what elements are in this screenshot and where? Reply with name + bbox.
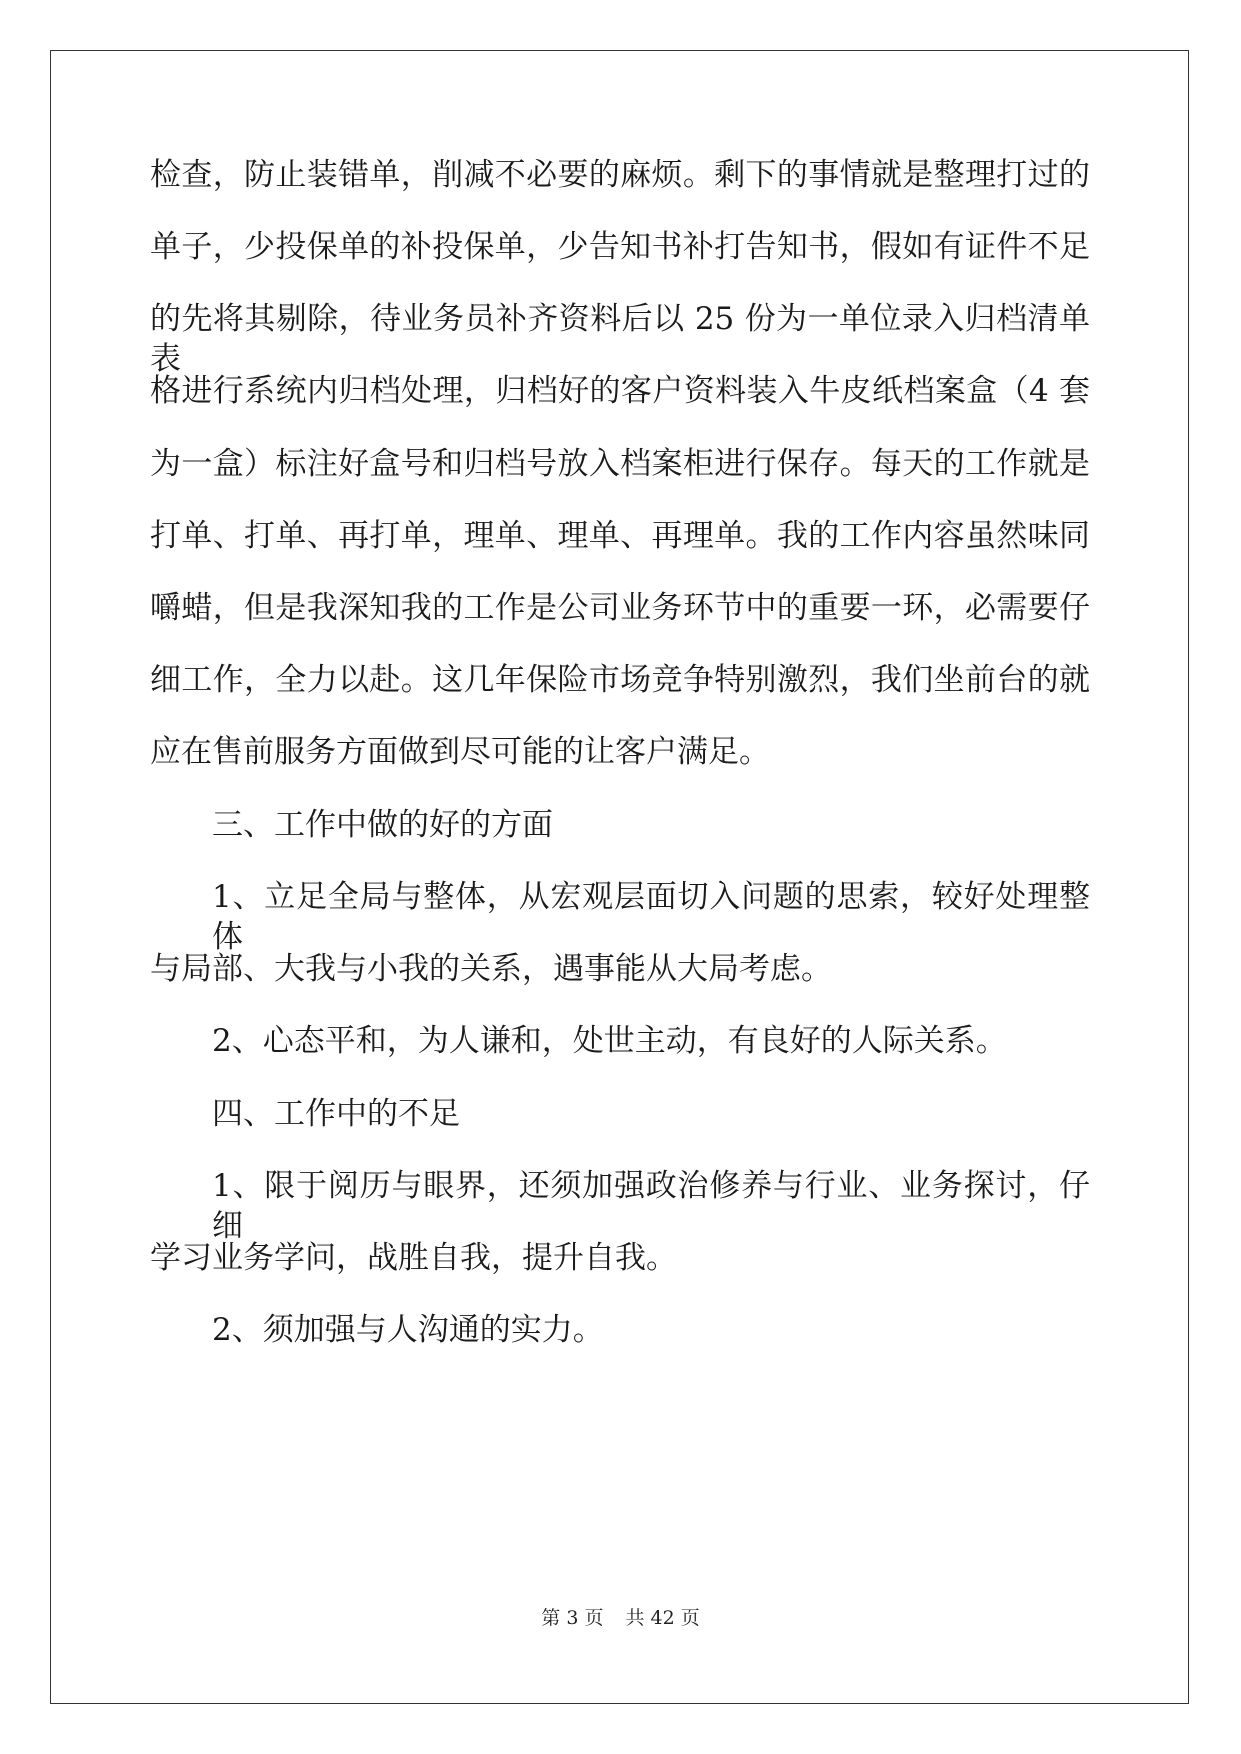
body-line: 的先将其剔除，待业务员补齐资料后以 25 份为一单位录入归档清单表: [150, 301, 1090, 377]
body-line: 嚼蜡，但是我深知我的工作是公司业务环节中的重要一环，必需要仔: [150, 590, 1090, 626]
body-line: 单子，少投保单的补投保单，少告知书补打告知书，假如有证件不足: [150, 229, 1090, 265]
list-item-line: 1、立足全局与整体，从宏观层面切入问题的思索，较好处理整体: [212, 879, 1090, 955]
list-item-line: 学习业务学问，战胜自我，提升自我。: [150, 1240, 677, 1276]
section-heading: 三、工作中做的好的方面: [212, 807, 553, 843]
body-line: 打单、打单、再打单，理单、理单、再理单。我的工作内容虽然味同: [150, 518, 1090, 554]
list-item-line: 1、限于阅历与眼界，还须加强政治修养与行业、业务探讨，仔细: [212, 1168, 1090, 1244]
body-line: 细工作，全力以赴。这几年保险市场竞争特别激烈，我们坐前台的就: [150, 662, 1090, 698]
body-line: 为一盒）标注好盒号和归档号放入档案柜进行保存。每天的工作就是: [150, 446, 1090, 482]
list-item-line: 2、心态平和，为人谦和，处世主动，有良好的人际关系。: [212, 1023, 1007, 1059]
page-total: 共 42 页: [625, 1607, 700, 1629]
list-item-line: 与局部、大我与小我的关系，遇事能从大局考虑。: [150, 951, 832, 987]
body-line: 检查，防止装错单，削减不必要的麻烦。剩下的事情就是整理打过的: [150, 157, 1090, 193]
page-number: 第 3 页: [541, 1607, 604, 1629]
section-heading: 四、工作中的不足: [212, 1096, 460, 1132]
list-item-line: 2、须加强与人沟通的实力。: [212, 1312, 604, 1348]
body-line: 应在售前服务方面做到尽可能的让客户满足。: [150, 734, 770, 770]
body-line: 格进行系统内归档处理，归档好的客户资料装入牛皮纸档案盒（4 套: [150, 373, 1090, 409]
page-footer: [0, 1606, 1241, 1630]
